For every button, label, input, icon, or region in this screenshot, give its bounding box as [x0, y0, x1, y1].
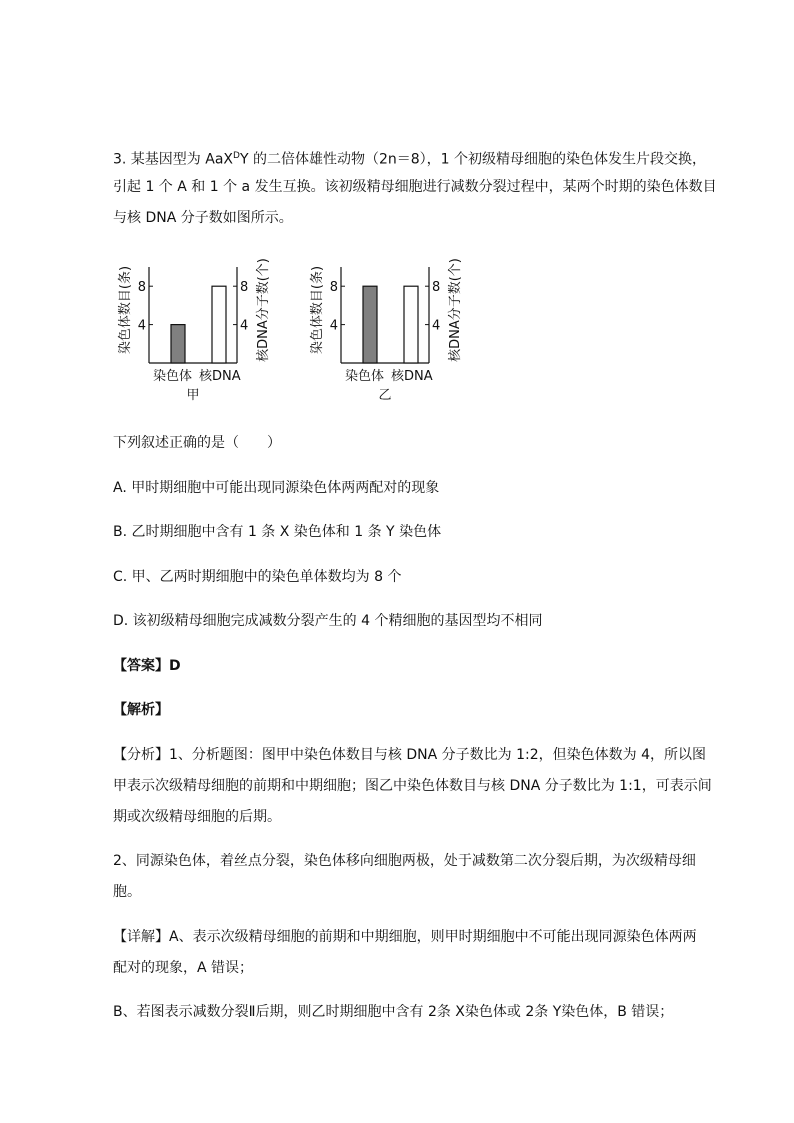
chart-1-title: 乙	[378, 388, 392, 403]
chart-1-bar-0	[363, 286, 377, 363]
answer: 【答案】D	[113, 658, 181, 674]
chart-0-title: 甲	[186, 388, 200, 403]
chart-0-left-tick-label-1: 8	[137, 280, 146, 296]
analysis-line-1: 【分析】1、分析题图：图甲中染色体数目与核 DNA 分子数比为 1:2，但染色体数为 4，所以图	[113, 747, 706, 763]
chart-1-ylabel-right: 核DNA分子数(个)	[448, 258, 463, 362]
option-b: B. 乙时期细胞中含有 1 条 X 染色体和 1 条 Y 染色体	[113, 524, 442, 540]
chart-1-category-0: 染色体	[345, 369, 385, 384]
chart-1-right-tick-label-0: 4	[432, 318, 441, 334]
chart-0-ylabel-left: 染色体数目(条)	[118, 265, 133, 355]
chart-0-bar-0	[171, 325, 185, 363]
analysis-line-2: 甲表示次级精母细胞的前期和中期细胞；图乙中染色体数目与核 DNA 分子数比为 1:1，可表示间	[113, 778, 712, 794]
analysis-heading: 【解析】	[113, 702, 169, 718]
chart-1-left-tick-label-1: 8	[329, 280, 338, 296]
question-line-1-pre: 3. 某基因型为 AaX	[113, 151, 234, 168]
chart-1-category-1: 核DNA	[391, 369, 433, 384]
analysis-line-5: 胞。	[113, 884, 141, 900]
option-d: D. 该初级精母细胞完成减数分裂产生的 4 个精细胞的基因型均不相同	[113, 613, 543, 629]
question-line-1-post: Y 的二倍体雄性动物（2n＝8），1 个初级精母细胞的染色体发生片段交换，	[239, 151, 706, 168]
question-superscript: D	[233, 151, 240, 161]
chart-0-ylabel-right: 核DNA分子数(个)	[256, 258, 271, 362]
option-a: A. 甲时期细胞中可能出现同源染色体两两配对的现象	[113, 480, 440, 496]
detail-line-3: B、若图表示减数分裂Ⅱ后期，则乙时期细胞中含有 2条 X染色体或 2条 Y染色体，B 错误；	[113, 1004, 674, 1020]
analysis-line-3: 期或次级精母细胞的后期。	[113, 809, 281, 825]
chart-1-ylabel-left: 染色体数目(条)	[310, 265, 325, 355]
detail-line-2: 配对的现象，A 错误；	[113, 960, 254, 976]
question-line-1	[113, 146, 706, 170]
chart-1-right-tick-label-1: 8	[432, 280, 441, 296]
question-prompt: 下列叙述正确的是（ ）	[113, 435, 281, 451]
bar-charts	[113, 252, 493, 412]
chart-0-category-1: 核DNA	[199, 369, 241, 384]
chart-0-left-tick-label-0: 4	[137, 318, 146, 334]
chart-1-bar-1	[404, 286, 418, 363]
detail-line-1: 【详解】A、表示次级精母细胞的前期和中期细胞，则甲时期细胞中不可能出现同源染色体两两	[113, 929, 697, 945]
option-c: C. 甲、乙两时期细胞中的染色单体数均为 8 个	[113, 569, 402, 585]
chart-0-right-tick-label-0: 4	[240, 318, 249, 334]
chart-1-left-tick-label-0: 4	[329, 318, 338, 334]
chart-0-category-0: 染色体	[153, 369, 193, 384]
question-line-2: 引起 1 个 A 和 1 个 a 发生互换。该初级精母细胞进行减数分裂过程中，某两个时期的染色体数目	[113, 179, 717, 195]
chart-area	[113, 252, 493, 412]
question-line-3: 与核 DNA 分子数如图所示。	[113, 210, 293, 226]
analysis-line-4: 2、同源染色体，着丝点分裂，染色体移向细胞两极，处于减数第二次分裂后期，为次级精母细	[113, 853, 696, 869]
chart-0-bar-1	[212, 286, 226, 363]
chart-0-right-tick-label-1: 8	[240, 280, 249, 296]
